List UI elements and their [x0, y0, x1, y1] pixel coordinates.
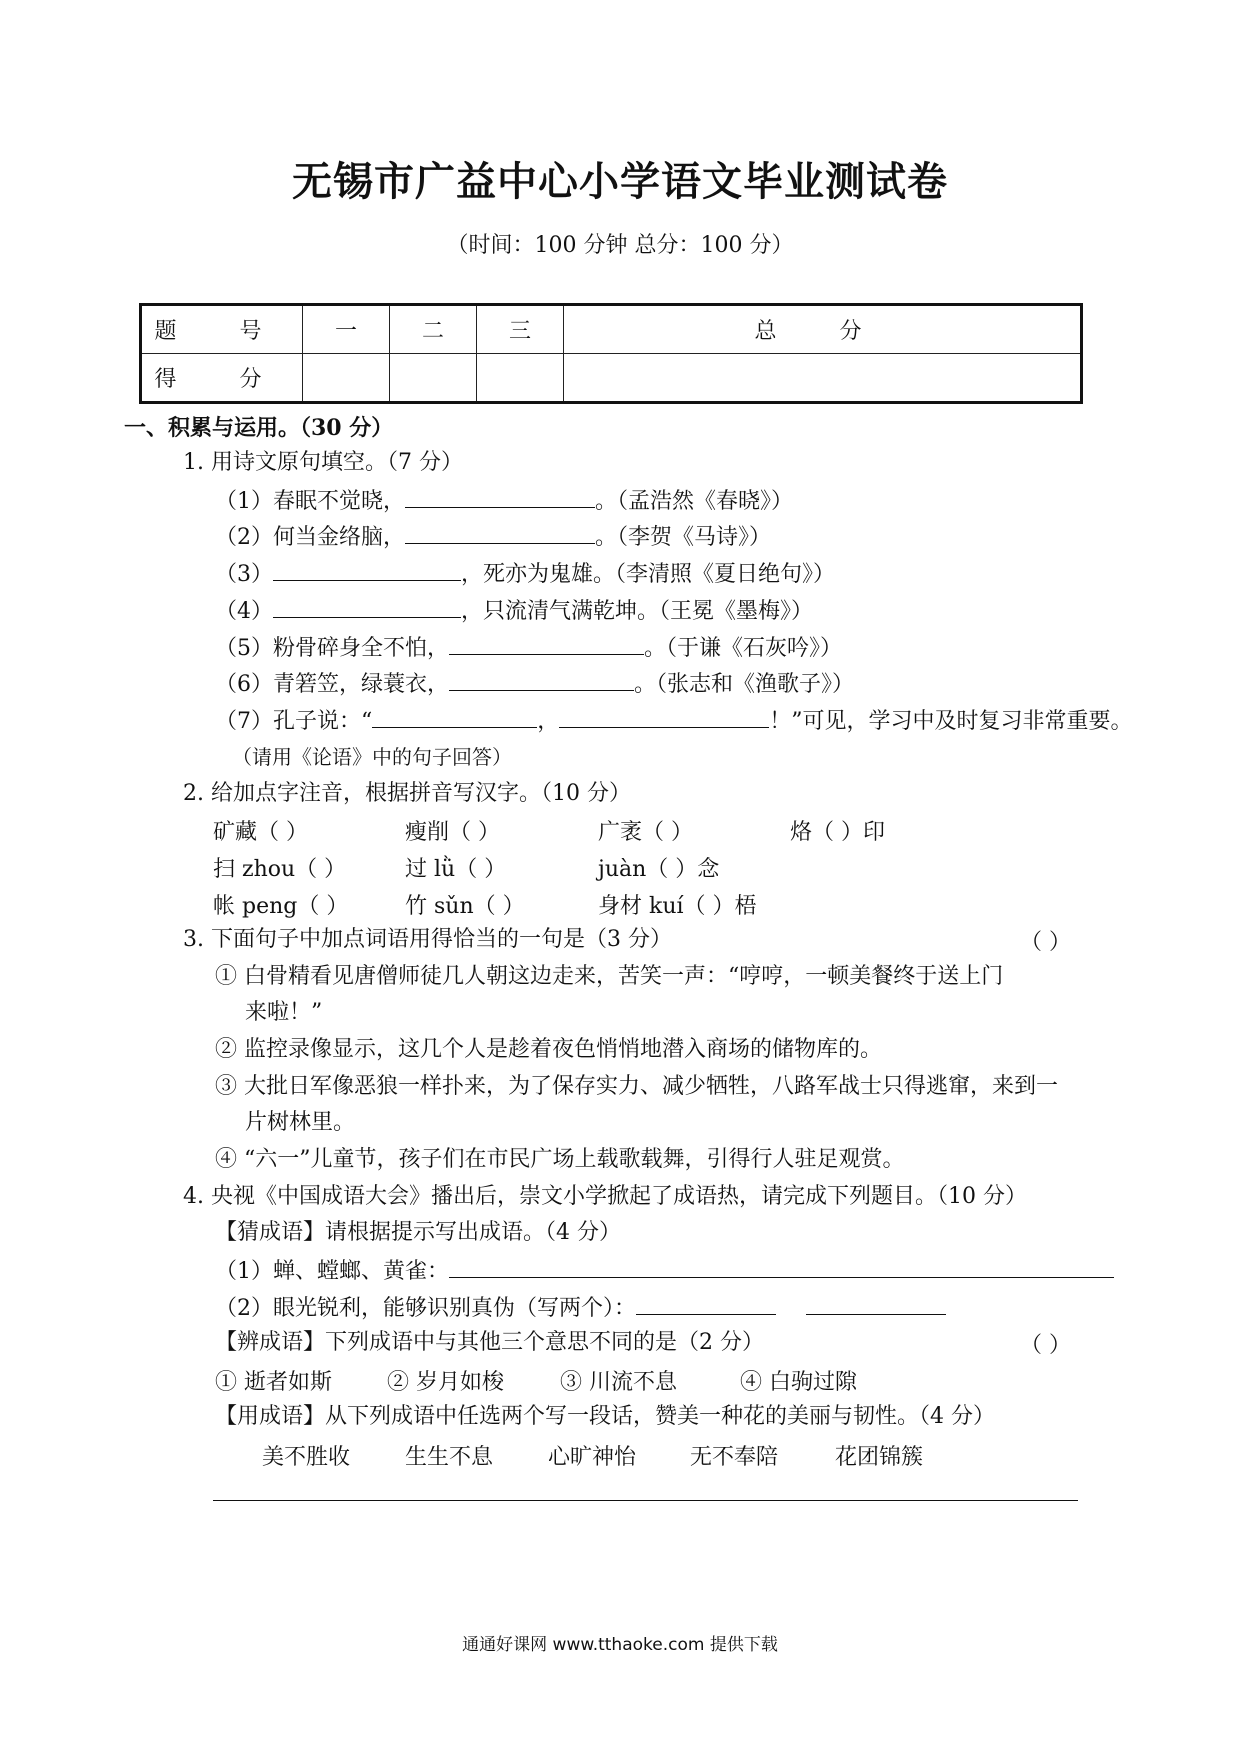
score-entry-cell[interactable] — [390, 354, 477, 403]
idiom-word: 生生不息 — [405, 1445, 494, 1470]
fill-item: （4） ，只流清气满乾坤。（王冕《墨梅》） — [215, 595, 813, 627]
idiom-option[interactable]: ② 岁月如梭 — [387, 1370, 504, 1395]
score-header-cell: 三 — [477, 305, 564, 354]
idiom-option[interactable]: ④ 白驹过隙 — [740, 1370, 857, 1395]
score-header-cell: 二 — [390, 305, 477, 354]
idiom-option[interactable]: ① 逝者如斯 — [215, 1370, 332, 1395]
question-stem: 2. 给加点字注音，根据拼音写汉字。（10 分） — [183, 781, 631, 806]
score-table — [139, 303, 1083, 404]
question-stem: 1. 用诗文原句填空。（7 分） — [183, 450, 463, 475]
pinyin-item[interactable]: 广袤（ ） — [598, 820, 693, 845]
footer-source: 通通好课网 www.tthaoke.com 提供下载 — [462, 1635, 778, 1655]
answer-blank[interactable] — [405, 521, 595, 544]
pinyin-item[interactable]: 过 lǜ（ ） — [405, 857, 507, 882]
idiom-word: 美不胜收 — [262, 1445, 351, 1470]
fill-note: （请用《论语》中的句子回答） — [232, 745, 512, 769]
answer-blank[interactable] — [273, 558, 461, 581]
score-label-cell: 得 分 — [141, 354, 303, 403]
score-table-score-row — [141, 354, 1082, 403]
answer-blank[interactable] — [449, 668, 634, 691]
score-entry-cell[interactable] — [303, 354, 390, 403]
fill-item: （7）孔子说：“ ， ！”可见，学习中及时复习非常重要。 — [215, 705, 1133, 737]
subquestion-heading: 【辨成语】下列成语中与其他三个意思不同的是（2 分） — [215, 1330, 764, 1355]
pinyin-item[interactable]: juàn（ ）念 — [598, 857, 720, 882]
answer-paren[interactable]: （ ） — [1020, 1333, 1071, 1358]
score-table-header-row — [141, 305, 1082, 354]
score-header-cell: 题 号 — [141, 305, 303, 354]
answer-blank[interactable] — [405, 485, 595, 508]
choice-option[interactable]: ② 监控录像显示，这几个人是趁着夜色悄悄地潜入商场的储物库的。 — [215, 1037, 882, 1062]
choice-option-cont: 来啦！” — [245, 1000, 323, 1025]
pinyin-item[interactable]: 帐 peng（ ） — [213, 894, 349, 919]
question-stem: 4. 央视《中国成语大会》播出后，崇文小学掀起了成语热，请完成下列题目。（10 分） — [183, 1184, 1027, 1209]
pinyin-item[interactable]: 扫 zhou（ ） — [213, 857, 347, 882]
section-heading: 一、积累与运用。（30 分） — [124, 415, 394, 441]
answer-paren[interactable]: （ ） — [1020, 930, 1071, 955]
fill-item: （1）蝉、螳螂、黄雀： — [215, 1255, 1114, 1287]
fill-item: （2）眼光锐利，能够识别真伪（写两个）： — [215, 1292, 946, 1324]
fill-item: （1）春眠不觉晓， 。（孟浩然《春晓》） — [215, 485, 793, 517]
subquestion-heading: 【用成语】从下列成语中任选两个写一段话，赞美一种花的美丽与韧性。（4 分） — [215, 1404, 995, 1429]
pinyin-item[interactable]: 矿藏（ ） — [213, 820, 308, 845]
idiom-option[interactable]: ③ 川流不息 — [560, 1370, 677, 1395]
score-header-cell: 一 — [303, 305, 390, 354]
answer-blank[interactable] — [559, 705, 769, 728]
score-entry-cell[interactable] — [564, 354, 1082, 403]
score-entry-cell[interactable] — [477, 354, 564, 403]
choice-option[interactable]: ① 白骨精看见唐僧师徒几人朝这边走来，苦笑一声：“哼哼，一顿美餐终于送上门 — [215, 964, 1004, 989]
pinyin-item[interactable]: 烙（ ）印 — [790, 820, 885, 845]
answer-blank[interactable] — [449, 1255, 1114, 1278]
page-title: 无锡市广益中心小学语文毕业测试卷 — [292, 159, 948, 205]
fill-item: （6）青箬笠，绿蓑衣， 。（张志和《渔歌子》） — [215, 668, 854, 700]
exam-subtitle: （时间：100 分钟 总分：100 分） — [446, 233, 794, 258]
answer-blank[interactable] — [372, 705, 537, 728]
answer-blank[interactable] — [449, 632, 644, 655]
choice-option-cont: 片树林里。 — [245, 1110, 356, 1135]
idiom-word: 心旷神怡 — [548, 1445, 637, 1470]
pinyin-item[interactable]: 身材 kuí（ ）梧 — [598, 894, 757, 919]
idiom-word: 无不奉陪 — [690, 1445, 779, 1470]
pinyin-item[interactable]: 竹 sǔn（ ） — [405, 894, 525, 919]
question-stem: 3. 下面句子中加点词语用得恰当的一句是（3 分） — [183, 927, 672, 952]
idiom-word: 花团锦簇 — [835, 1445, 924, 1470]
choice-option[interactable]: ③ 大批日军像恶狼一样扑来，为了保存实力、减少牺牲，八路军战士只得逃窜，来到一 — [215, 1074, 1058, 1099]
choice-option[interactable]: ④ “六一”儿童节，孩子们在市民广场上载歌载舞，引得行人驻足观赏。 — [215, 1147, 905, 1172]
answer-writing-line[interactable] — [213, 1500, 1078, 1501]
answer-blank[interactable] — [636, 1292, 776, 1315]
fill-item: （5）粉骨碎身全不怕， 。（于谦《石灰吟》） — [215, 632, 842, 664]
answer-blank[interactable] — [273, 595, 461, 618]
fill-item: （3） ，死亦为鬼雄。（李清照《夏日绝句》） — [215, 558, 835, 590]
score-header-cell: 总 分 — [564, 305, 1082, 354]
answer-blank[interactable] — [806, 1292, 946, 1315]
pinyin-item[interactable]: 瘦削（ ） — [405, 820, 500, 845]
fill-item: （2）何当金络脑， 。（李贺《马诗》） — [215, 521, 771, 553]
subquestion-heading: 【猜成语】请根据提示写出成语。（4 分） — [215, 1220, 621, 1245]
